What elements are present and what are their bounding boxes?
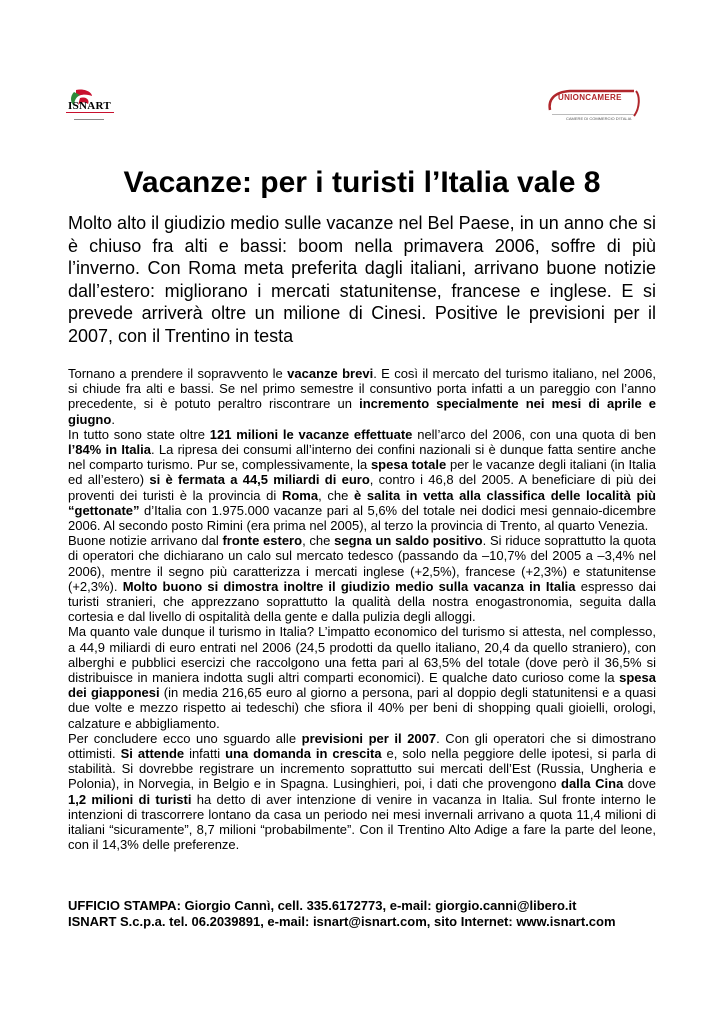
bold-text: 1,2 milioni di turisti — [68, 791, 192, 807]
bold-text: spesa dei giapponesi — [68, 670, 656, 701]
bold-text: 121 milioni le vacanze effettuate — [209, 426, 413, 442]
text-run: Ma quanto vale dunque il turismo in Italia? L’impatto economico del turismo si attesta, nel complesso, a 44,9 miliardi di euro entrati nel 2006 (24,5 prodotti da quello italiano, 20,4 da quello straniero), con alberghi e pubblici esercizi che raccolgono una fetta pari al 63,5% del totale (dove però il 36,5% si distribuisce in maniera indotta sugli altri comparti economici). E qualche dato curioso come la — [68, 624, 656, 686]
text-run: per le vacanze degli italiani (in Italia ed all’estero) — [68, 457, 656, 488]
unioncamere-logo-subtext: CAMERE DI COMMERCIO D'ITALIA — [566, 116, 632, 121]
bold-text: fronte estero — [222, 533, 303, 549]
text-run: In tutto sono state oltre — [68, 426, 210, 442]
text-run: nell’arco del 2006, con una quota di ben — [412, 426, 657, 442]
bold-text: dalla Cina — [561, 776, 624, 792]
text-run: e, solo nella peggiore delle ipotesi, si parla di stabilità. Si dovrebbe registrare un incremento soprattutto sui mercati dell’Est (Russia, Ungheria e Polonia), in Norvegia, in Belgio e in Spagna. Lusinghieri, poi, i dati che provengono — [68, 746, 656, 792]
body-paragraph — [68, 427, 656, 533]
bold-text: Roma — [281, 487, 319, 503]
text-run: d’Italia con 1.975.000 vacanze pari al 5,6% del totale nei dodici mesi gennaio-dicembre 2006. Al secondo posto Rimini (era prima nel 2005), al terzo la provincia di Trento, al quarto Venezia. — [68, 502, 656, 534]
bold-text: Si attende — [120, 746, 185, 762]
text-run: dove — [623, 776, 656, 792]
bold-text: è salita in vetta alla classifica delle località più “gettonate” — [68, 487, 656, 518]
isnart-logo-text: ISNART — [68, 100, 111, 112]
lead-paragraph: Molto alto il giudizio medio sulle vacanze nel Bel Paese, in un anno che si è chiuso fra alti e bassi: boom nella primavera 2006, soffre di più l’inverno. Con Roma meta preferita dagli italiani, arrivano buone notizie dall’estero: migliorano i mercati statunitense, francese e inglese. E si prevede arriverà oltre un milione di Cinesi. Positive le previsioni per il 2007, con il Trentino in testa — [68, 213, 656, 346]
bold-text: spesa totale — [370, 457, 447, 473]
isnart-logo — [62, 86, 122, 124]
press-contacts — [68, 898, 668, 929]
bold-text: Molto buono si dimostra inoltre il giudizio medio sulla vacanza in Italia — [122, 578, 576, 594]
text-run: (in media 216,65 euro al giorno a persona, pari al doppio degli statunitensi e a quasi due volte e mezzo rispetto ai tedeschi) che sfiora il 40% per beni di shopping quali gioielli, orologi, calzature e abbigliamento. — [68, 685, 656, 731]
bold-text: una domanda in crescita — [225, 746, 382, 762]
page-title: Vacanze: per i turisti l’Italia vale 8 — [123, 166, 601, 199]
bold-text: l’84% in Italia — [68, 442, 151, 458]
text-run: , che — [318, 487, 355, 503]
text-run: infatti — [184, 746, 226, 762]
bold-text: vacanze brevi — [287, 366, 374, 381]
body-paragraph — [68, 366, 656, 427]
bold-text: previsioni per il 2007 — [301, 730, 437, 746]
text-run: , che — [302, 533, 335, 549]
bold-text: incremento specialmente nei mesi di aprile e giugno — [68, 396, 657, 427]
body-paragraph — [68, 731, 656, 853]
article-body — [68, 366, 656, 853]
bold-text: si è fermata a 44,5 miliardi di euro — [149, 472, 370, 488]
body-paragraph — [68, 624, 656, 730]
text-run: ha detto di aver intenzione di venire in vacanza in Italia. Sul fronte interno le intenzioni di trascorrere lontano da casa un periodo nei mesi invernali arrivano a quota 11,4 milioni di italiani “sicuramente”, 8,7 milioni “probabilmente”. Con il Trentino Alto Adige a fare la parte del leone, con il 14,3% delle preferenze. — [68, 791, 656, 853]
text-run: . La ripresa dei consumi all’interno dei confini nazionali si è dunque fatta sentire anche nel comparto turismo. Pur se, complessivamente, la — [68, 442, 656, 473]
text-run: Per concludere ecco uno sguardo alle — [68, 730, 302, 746]
body-paragraph — [68, 533, 656, 624]
text-run: . Con gli operatori che si dimostrano ottimisti. — [68, 730, 656, 762]
text-run: , contro i 46,8 del 2005. A beneficiare di più dei proventi dei turisti è la provincia di — [68, 472, 656, 503]
isnart-contact-line: ISNART S.c.p.a. tel. 06.2039891, e-mail: isnart@isnart.com, sito Internet: www.isnart.com — [68, 913, 616, 929]
text-run: espresso dai turisti stranieri, che apprezzano soprattutto la qualità della nostra enogastronomia, seguita dalla cortesia e dal livello di ospitalità della gente e dalla pulizia degli alloggi. — [68, 578, 656, 625]
text-run: . Si riduce soprattutto la quota di operatori che dichiarano un calo sul mercato tedesco (passando da –10,7% del 2005 a –3,4% nel 2006), mentre il segno più caratterizza i mercati inglese (+2,5%), francese (+2,3%) e statunitense (+2,3%). — [68, 533, 656, 594]
text-run: Buone notizie arrivano dal — [68, 533, 223, 549]
text-run: . — [111, 411, 115, 427]
unioncamere-logo — [544, 88, 640, 126]
text-run: . E così il mercato del turismo italiano, nel 2006, si chiude fra alti e bassi. Se nel primo semestre il consuntivo porta infatti a un pareggio con l’anno precedente, si è potuto peraltro riscontrare un — [68, 366, 656, 412]
unioncamere-logo-text: UNIONCAMERE — [558, 93, 622, 102]
press-office-line: UFFICIO STAMPA: Giorgio Cannì, cell. 335.6172773, e-mail: giorgio.canni@libero.it — [68, 898, 577, 913]
bold-text: segna un saldo positivo — [334, 533, 483, 549]
text-run: Tornano a prendere il sopravvento le — [68, 366, 288, 381]
